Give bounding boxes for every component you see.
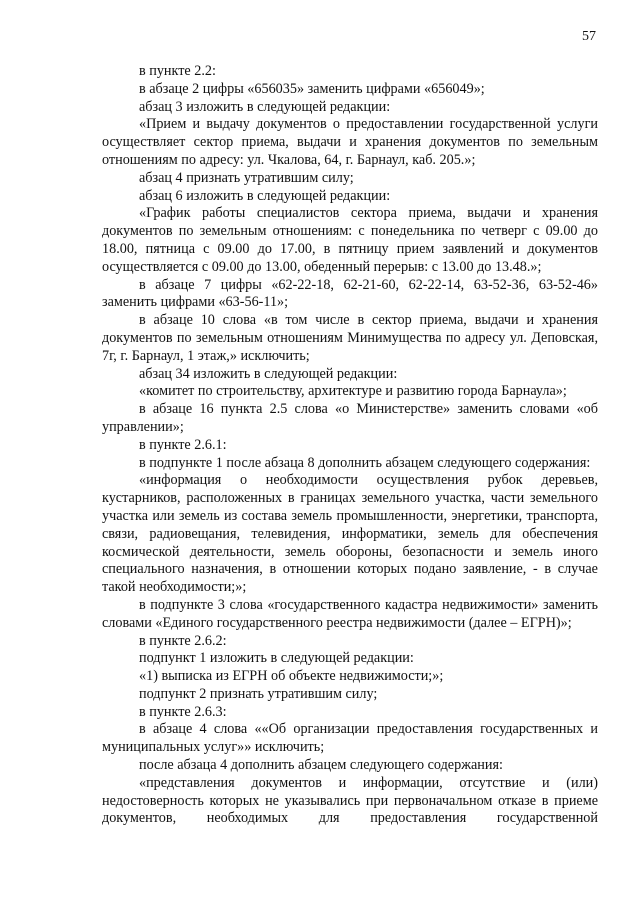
paragraph: в пункте 2.6.2: xyxy=(139,632,227,649)
paragraph: подпункт 2 признать утратившим силу; xyxy=(139,685,378,702)
paragraph: в абзаце 16 пункта 2.5 слова «о Министерстве» заменить словами «об управлении»; xyxy=(102,401,598,435)
paragraph: абзац 4 признать утратившим силу; xyxy=(139,169,354,186)
paragraph: «Прием и выдачу документов о предоставлении государственной услуги осуществляет сектор приема, выдачи и хранения документов по земельным отношениям по адресу: ул. Чкалова, 64, г. Барнаул, каб. 205.»; xyxy=(102,116,598,168)
document-body xyxy=(102,63,598,828)
paragraph: абзац 34 изложить в следующей редакции: xyxy=(139,365,398,382)
paragraph: в пункте 2.2: xyxy=(139,63,216,79)
page-number: 57 xyxy=(582,29,596,44)
paragraph: после абзаца 4 дополнить абзацем следующего содержания: xyxy=(139,757,503,774)
paragraph: «представления документов и информации, отсутствие и (или) недостоверность которых не указывались при первоначальном отказе в приеме документов, необходимых для предоставления государственной xyxy=(102,774,598,827)
paragraph: в абзаце 2 цифры «656035» заменить цифрами «656049»; xyxy=(139,80,485,97)
paragraph: абзац 6 изложить в следующей редакции: xyxy=(139,187,391,204)
paragraph: «График работы специалистов сектора приема, выдачи и хранения документов по земельным отношениям: с понедельника по четверг с 09.00 до 18.00, пятница с 09.00 до 17.00, в пятницу прием заявлений и документов осуществляется с 09.00 до 13.00, обеденный перерыв: с 13.00 до 13.48.»; xyxy=(102,205,598,275)
paragraph: в абзаце 10 слова «в том числе в сектор приема, выдачи и хранения документов по земельным отношениям Минимущества по адресу ул. Деповская, 7г, г. Барнаул, 1 этаж,» исключить; xyxy=(102,312,598,364)
paragraph: «информация о необходимости осуществления рубок деревьев, кустарников, расположенных в границах земельного участка, части земельного участка или земель из состава земель промышленности, энергетики, транспорта, связи, радиовещания, телевидения, информатики, земель для обеспечения космической деятельности, земель обороны, безопасности и земель иного специального назначения, в отношении которых подано заявление, - в случае такой необходимости;»; xyxy=(102,472,598,596)
paragraph: в пункте 2.6.1: xyxy=(139,436,227,453)
paragraph: абзац 3 изложить в следующей редакции: xyxy=(139,98,391,115)
paragraph: «комитет по строительству, архитектуре и развитию города Барнаула»; xyxy=(139,383,567,400)
paragraph: в подпункте 1 после абзаца 8 дополнить абзацем следующего содержания: xyxy=(139,454,591,471)
paragraph: «1) выписка из ЕГРН об объекте недвижимости;»; xyxy=(139,668,444,685)
paragraph: в пункте 2.6.3: xyxy=(139,703,227,720)
paragraph: подпункт 1 изложить в следующей редакции: xyxy=(139,650,414,667)
paragraph: в абзаце 7 цифры «62-22-18, 62-21-60, 62-22-14, 63-52-36, 63-52-46» заменить цифрами «63-56-11»; xyxy=(102,276,598,311)
paragraph: в подпункте 3 слова «государственного кадастра недвижимости» заменить словами «Единого государственного реестра недвижимости (далее – ЕГРН)»; xyxy=(102,596,598,631)
paragraph: в абзаце 4 слова ««Об организации предоставления государственных и муниципальных услуг»» исключить; xyxy=(102,721,598,756)
